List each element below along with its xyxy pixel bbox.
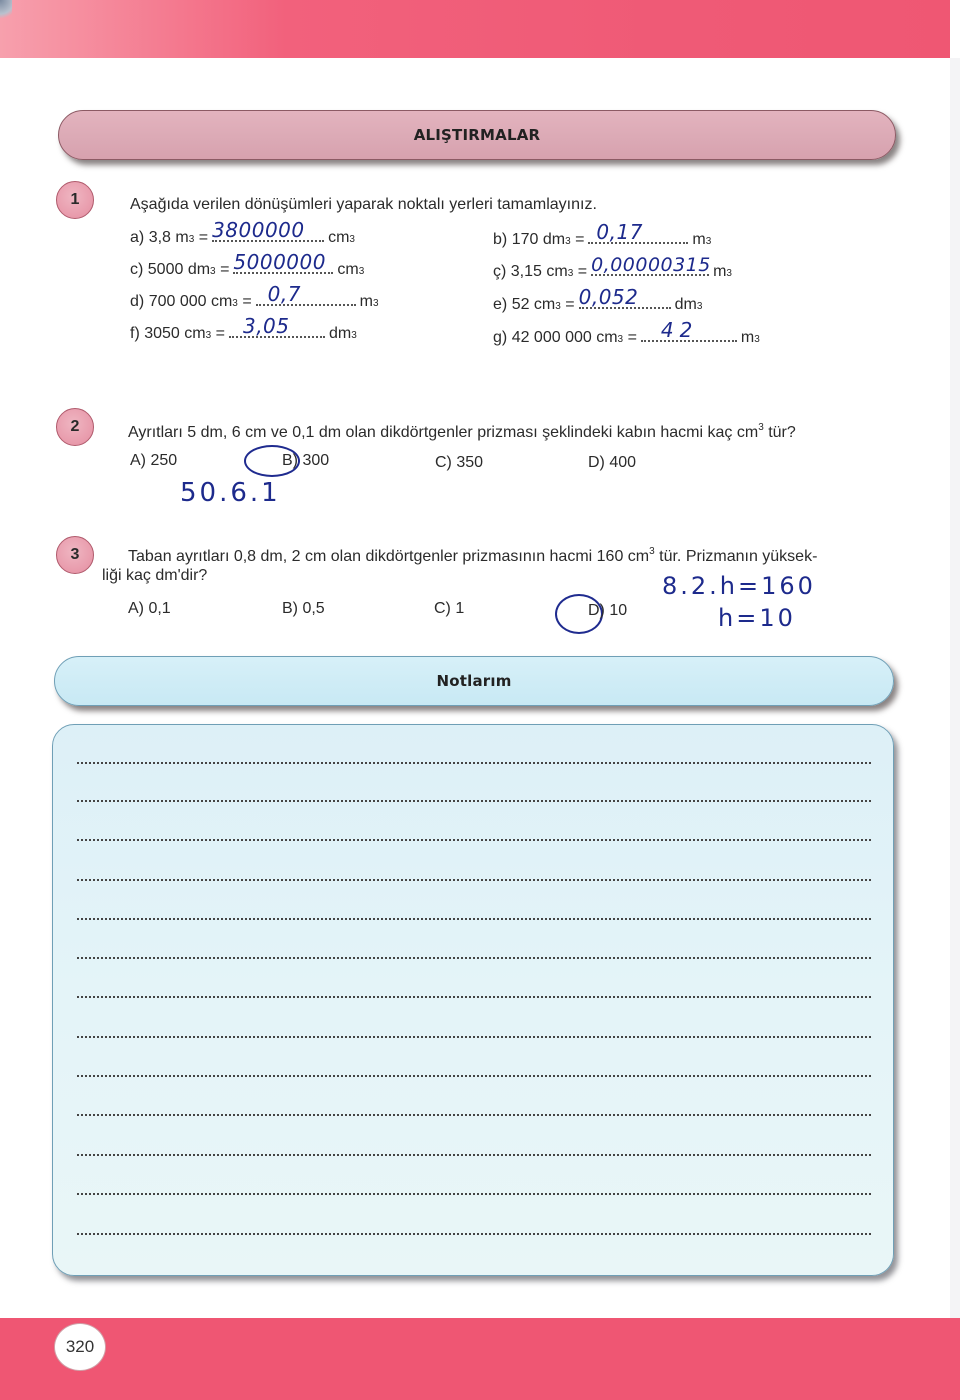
question-3-prompt: Taban ayrıtları 0,8 dm, 2 cm olan dikdörtgenler prizmasının hacmi 160 $cm^3$ tür. Prizmanın yüksek-	[128, 546, 818, 565]
answer-blank[interactable]	[588, 220, 688, 244]
answer-blank[interactable]	[229, 314, 325, 338]
note-line[interactable]	[77, 839, 871, 841]
choice-b[interactable]: B) 300	[282, 452, 330, 469]
handwritten-answer: 0,17	[596, 220, 643, 244]
handwritten-work-line1: 8.2.h=160	[662, 572, 816, 600]
note-line[interactable]	[77, 1036, 871, 1038]
question-3-prompt-line2: liği kaç dm'dir?	[102, 567, 208, 584]
conversion-item-d: d) 700 000 cm 3 = 0,7 m 3	[130, 282, 379, 310]
conversion-item-a: a) 3,8 m 3 = 3800000 cm 3	[130, 218, 355, 246]
handwritten-answer: 3,05	[242, 314, 290, 338]
exercises-banner	[58, 110, 896, 160]
note-line[interactable]	[77, 800, 871, 802]
note-line[interactable]	[77, 1233, 871, 1235]
answer-blank[interactable]	[212, 218, 324, 242]
conversion-item-b: b) 170 dm 3 = 0,17 m 3	[493, 220, 712, 248]
conversion-item-c-cedilla: ç) 3,15 cm 3 = 0,00000315 m 3	[493, 254, 732, 280]
choice-a[interactable]: A) 0,1	[128, 600, 171, 617]
note-line[interactable]	[77, 879, 871, 881]
choice-d[interactable]: D) 400	[588, 454, 637, 471]
choice-d[interactable]: D) 10	[588, 602, 628, 619]
choice-b[interactable]: B) 0,5	[282, 600, 325, 617]
handwritten-work: 50.6.1	[180, 478, 281, 508]
choice-c[interactable]: C) 1	[434, 600, 465, 617]
bottom-decorative-band	[0, 1318, 960, 1400]
conversion-item-f: f) 3050 cm 3 = 3,05 dm 3	[130, 314, 357, 342]
handwritten-answer: 0,00000315	[591, 254, 711, 276]
note-line[interactable]	[77, 1154, 871, 1156]
notes-title: Notlarım	[436, 672, 512, 690]
handwritten-answer: 0,052	[578, 285, 639, 309]
answer-blank[interactable]	[641, 318, 737, 342]
note-line[interactable]	[77, 762, 871, 764]
question-2-prompt: Ayrıtları 5 dm, 6 cm ve 0,1 dm olan dikdörtgenler prizması şeklindeki kabın hacmi kaç $cm^3$ tür?	[128, 422, 796, 441]
conversion-item-c: c) 5000 dm 3 = 5000000 cm 3	[130, 250, 365, 278]
answer-blank[interactable]	[578, 285, 671, 309]
note-line[interactable]	[77, 1193, 871, 1195]
page-number: 320	[54, 1323, 106, 1371]
conversion-item-g: g) 42 000 000 cm 3 = 42 m 3	[493, 318, 760, 346]
note-line[interactable]	[77, 1114, 871, 1116]
answer-blank[interactable]	[256, 282, 356, 306]
choice-c[interactable]: C) 350	[435, 454, 484, 471]
note-line[interactable]	[77, 1075, 871, 1077]
answer-blank[interactable]	[591, 254, 711, 276]
handwritten-answer: 42	[660, 318, 699, 342]
question-1-prompt: Aşağıda verilen dönüşümleri yaparak noktalı yerleri tamamlayınız.	[130, 196, 597, 213]
page-edge-strip	[950, 58, 960, 1320]
handwritten-answer: 0,7	[267, 282, 301, 306]
question-number-badge: 1	[56, 181, 94, 219]
handwritten-answer: 3800000	[212, 218, 305, 242]
handwritten-work-line2: h=10	[718, 604, 796, 632]
notes-banner	[54, 656, 894, 706]
notes-writing-area[interactable]	[52, 724, 894, 1276]
top-decorative-band	[0, 0, 950, 58]
choice-a[interactable]: A) 250	[130, 452, 178, 469]
question-number-badge: 3	[56, 536, 94, 574]
answer-blank[interactable]	[233, 250, 333, 274]
note-line[interactable]	[77, 918, 871, 920]
note-line[interactable]	[77, 996, 871, 998]
note-line[interactable]	[77, 957, 871, 959]
question-number-badge: 2	[56, 408, 94, 446]
handwritten-answer: 5000000	[233, 250, 326, 274]
exercises-title: ALIŞTIRMALAR	[413, 126, 541, 144]
conversion-item-e: e) 52 cm 3 = 0,052 dm 3	[493, 285, 703, 313]
